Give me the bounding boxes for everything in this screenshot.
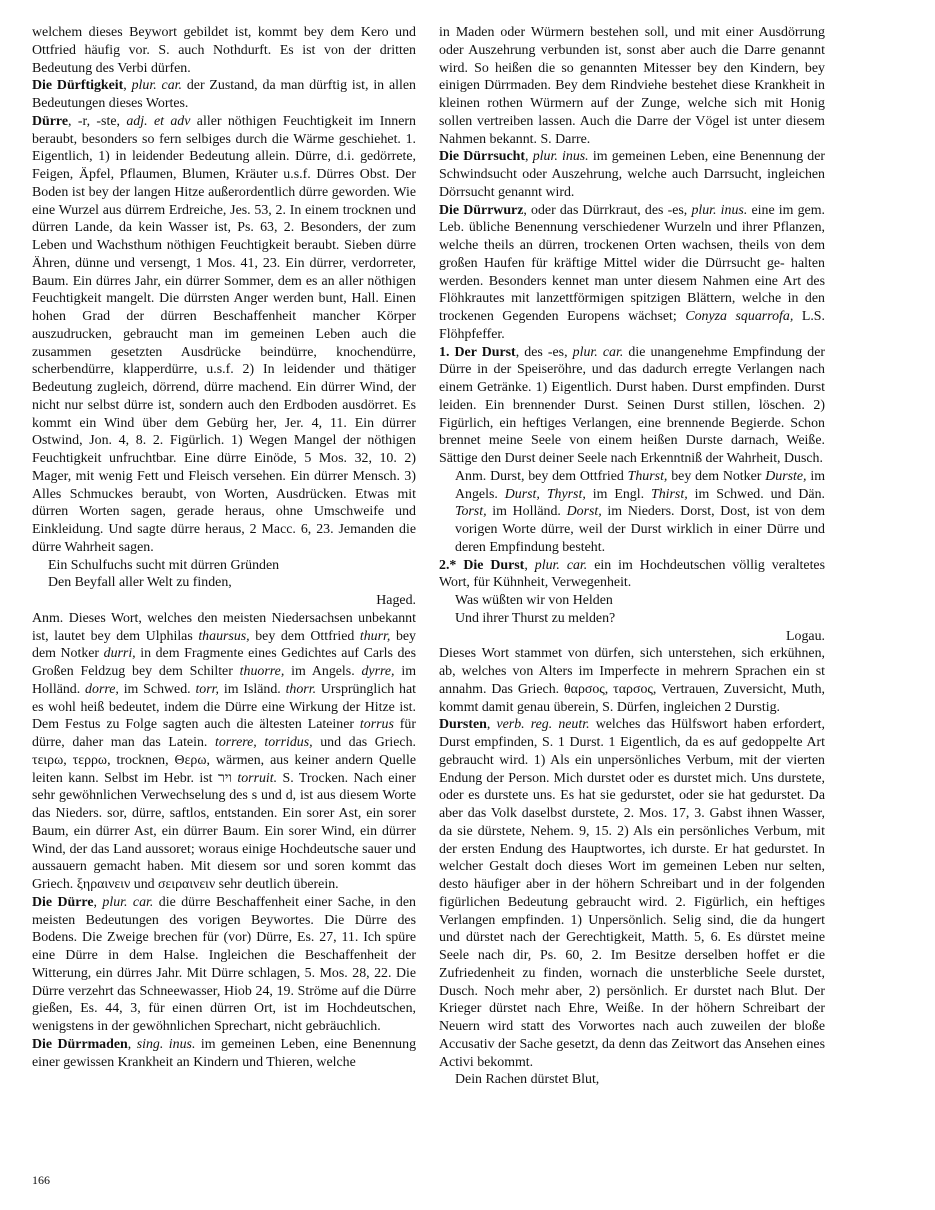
headword: Die Dürrwurz bbox=[439, 202, 524, 218]
etymology-note: Anm. Dieses Wort, welches den meisten Niedersachsen unbekannt ist, lautet bey dem Ulphilas thaursus, bey dem Ottfried thurr, bey dem Notker durri, in dem Fragmente eines Gedichtes auf Carls des Großen Feldzug bey dem Schilter thuorre, im Angels. dyrre, im Holländ. dorre, im Schwed. torr, im Isländ. thorr. Ursprünglich hat es wohl heiß bedeutet, indem die Dürre eine Wirkung der Hitze ist. Dem Festus zu Folge sagten auch die ältesten Lateiner torrus für dürre, daher man das Latein. torrere, torridus, und das Griech. τειρω, τερρω, trocknen, Θερω, wärmen, aus keiner andern Quelle leiten kann. Selbst im Hebr. ist ויר torruit. S. Trocken. Nach einer sehr gewöhnlichen Verwechselung des s und d, ist aus diesem Worte das Nieders. sor, dürre, saftlos, entstanden. Ein sorer Ast, ein sorer Baum, ein dürrer Ast, ein dürrer Baum. Ein sorer Wind, ein dürrer Wind, der das Land aussoret; woraus einige Hochdeutsche sauer und aussauern gemacht haben. Mit diesem sor und soren kommt das Griech. ξηραινειν und σειραινειν sehr deutlich überein. bbox=[32, 610, 417, 892]
headword: Dursten bbox=[439, 717, 487, 733]
entry-durst: 1. Der Durst, des -es, plur. car. die unangenehme Empfindung der Dürre in der Speiseröhre, und das dadurch erregte Verlangen nach einem Getränke. 1) Eigentlich. Durst haben. Durst empfinden. Durst leiden. Ein brennender Durst. Seinen Durst stillen, löschen. 2) Figürlich, ein heftiges Verlangen, eine brennende Begierde. Schon brennet meine Seele von einem heißen Durste darnach, Weiße. Sättige den Durst deiner Seele nach Erkenntniß der Wahrheit, Dusch. bbox=[439, 344, 825, 466]
verse-line: Was wüßten wir von Helden bbox=[455, 593, 613, 608]
entry-duerftigkeit: Die Dürftigkeit, plur. car. der Zustand, da man dürftig ist, in allen Bedeutungen dieses Wortes. bbox=[32, 78, 416, 111]
grammar-label: sing. inus. bbox=[136, 1036, 196, 1052]
headword: 1. Der Durst bbox=[439, 344, 516, 360]
page-number: 166 bbox=[32, 1173, 50, 1187]
headword: Die Dürrsucht bbox=[439, 149, 526, 165]
grammar-label: adj. et adv bbox=[126, 113, 191, 129]
verse-line: Dein Rachen dürstet Blut, bbox=[455, 1072, 600, 1088]
headword: Die Dürre bbox=[32, 894, 94, 910]
entry-duerrwurz: Die Dürrwurz, oder das Dürrkraut, des -es, plur. inus. eine im gem. Leb. übliche Benennung verschiedener Wurzeln und ihrer Pflanzen, welche theils an dürren, trockenen Orten wachsen, theils von dem großen Haufen für kräftige Mittel wider die Dürrsucht ge- halten werden. Besonders kennet man unter diesem Nahmen eine Art des Flöhkrautes mit lanzettförmigen spitzigen Blättern, welche in den trockenen Gegenden Europens wächset; Conyza squarrofa, L.S. Flöhpfeffer. bbox=[439, 202, 825, 342]
grammar-label: plur. car. bbox=[534, 557, 588, 573]
headword: Dürre bbox=[32, 113, 69, 129]
entry-duerrsucht: Die Dürrsucht, plur. inus. im gemeinen Leben, eine Benennung der Schwindsucht oder Auszehrung, welche auch Darrsucht, ingleichen Dörrsucht genannt wird. bbox=[439, 149, 825, 200]
etymology-note: Anm. Durst, bey dem Ottfried Thurst, bey dem Notker Durste, im Angels. Durst, Thyrst, im Engl. Thirst, im Schwed. und Dän. Torst, im Holländ. Dorst, im Nieders. Dorst, Dost, ist von dem vorigen Worte dürre, weil der Durst wirklich in einer Dürre und deren Empfindung besteht. bbox=[455, 468, 826, 555]
grammar-label: plur. inus. bbox=[691, 202, 748, 218]
entry-duerre-adj: Dürre, -r, -ste, adj. et adv aller nöthigen Feuchtigkeit im Innern beraubt, besonders so fern selbiges durch die Wärme geschiehet. 1. Eigentlich, 1) in leidender Bedeutung allein. Dürre, d.i. gedörrete, Feigen, Äpfel, Pflaumen, Blumen, Kräuter u.s.f. Dürres Obst. Der Boden ist bey der langen Hitze außerordentlich dürre geworden. Wie eine Wurzel aus dürrem Erdreiche, Jes. 53, 2. In einem trocknen und dürren Lande, da kein Wasser ist, Ps. 63, 2. Besonders, der zum Leben und Wachsthum nöthigen Feuchtigkeit beraubt. Sieben dürre Ähren, dünne und versengt, 1 Mos. 41, 23. Ein dürrer, verdorreter, Baum. Ein dürres Jahr, ein dürrer Sommer, dem es an aller nöthigen Feuchtigkeit mangelt. Die dürrsten Anger werden bunt, Hall. Einen hohen Grad der dürren Beschaffenheit mancher Körper auszudrucken, gebraucht man im gemeinen Leben auch die zusammen gesetzten Ausdrücke beindürre, knochendürre, scherbendürre, klapperdürre, u.s.f. 2) In leidender und thätiger Bedeutung zugleich, dörrend, dürre machend. Ein dürrer Wind, der nicht nur selbst dürre ist, sondern auch den Erdboden ausdörret. Es kommt ein Wind über dem Gebürg her, Jer. 4, 11. Ein dürrer Ostwind, Jon. 4, 8. 2. Figürlich. 1) Wegen Mangel der nöthigen Feuchtigkeit unfruchtbar. Eine dürre Einöde, 5 Mos. 32, 10. 2) Mager, mit wenig Fett und Fleisch versehen. Ein dürrer Mensch. 3) Alles Schmuckes beraubt, von Worten, Ausdrücken. Etwas mit dürren Worten sagen, gerade heraus, ohne Umschweife und Einkleidung. Und sagte dürre heraus, 2 Macc. 6, 23. Jemanden die dürre Wahrheit sagen. bbox=[32, 113, 416, 555]
grammar-label: plur. car. bbox=[572, 344, 624, 360]
grammar-label: plur. inus. bbox=[532, 149, 589, 165]
verse-attribution: Haged. bbox=[376, 593, 416, 608]
grammar-label: verb. reg. neutr. bbox=[496, 717, 590, 733]
left-column bbox=[32, 24, 416, 1071]
headword: Die Dürrmaden bbox=[32, 1036, 128, 1052]
entry-dursten: Dursten, verb. reg. neutr. welches das Hülfswort haben erfordert, Durst empfinden, S. 1 Durst. 1 Eigentlich, da es auf gedoppelte Art gebraucht wird. 1) Als ein unpersönliches Verbum, mit der vierten Endung der Person. Mich durstet oder es durstet mich. Uns durstete, oder es durstete uns. Es hat sie gedurstet, oder sie hat gedurstet. Da aber das Volk daselbst durstete, 2. Mos. 17, 3. Gabst ihnen Wasser, da sie dürstete, Nehem. 9, 15. 2) Als ein persönliches Verbum, mit der ersten Endung des Hauptwortes, ich durste. Er hat gedurstet. In welcher Gestalt doch dieses Wort im gemeinen Leben nur selten, desto häufiger aber in der höhern Schreibart und in der folgenden figürlichen Bedeutung gebraucht wird. 2. Figürlich, ein heftiges Verlangen empfinden. 1) Unpersönlich. Selig sind, die da hungert und dürstet nach der Gerechtigkeit, Matth. 5, 6. Es dürstet meine Seele nach dir, Ps. 60, 2. Im Besitze derselben hoffet er die Zufriedenheit zu finden, wornach die unsterbliche Seele durstet, Dusch. Noch mehr aber, 2) persönlich. Er durstet nach Blut. Der Krieger dürstet nach Ehre, Weiße. In der höhern Schreibart der Neuern wird statt des Vorwortes nach auch zuweilen der bloße Accusativ der Sache gesetzt, da denn das Zeitwort das Ansehen eines Activi bekommt. bbox=[439, 717, 825, 1070]
entry-duerrmaden: Die Dürrmaden, sing. inus. im gemeinen Leben, eine Benennung einer gewissen Krankheit an Kindern und Thieren, welche bbox=[32, 1036, 417, 1070]
grammar-label: plur. car. bbox=[131, 78, 182, 94]
headword: Die Dürftigkeit bbox=[32, 78, 124, 94]
grammar-label: plur. car. bbox=[102, 894, 154, 910]
right-column bbox=[439, 24, 825, 1089]
entry-continuation: welchem dieses Beywort gebildet ist, kommt bey dem Kero und Ottfried häufig vor. S. auch Nothdurft. Es ist von der dritten Bedeutung des Verbi dürfen. bbox=[32, 25, 416, 76]
verse-line: Und ihrer Thurst zu melden? bbox=[455, 610, 616, 626]
entry-die-duerre: Die Dürre, plur. car. die dürre Beschaffenheit einer Sache, in den meisten Bedeutungen des vorigen Beywortes. Die Dürre des Bodens. Die Zweige brechen für (vor) Dürre, Es. 27, 11. Ich spüre eine Dürre in dem Halse. Ingleichen die Beschaffenheit der Witterung, ein dürres Jahr. Mit Dürre schlagen, 5. Mos. 28, 22. Die Dürre verzehrt das Schneewasser, Hiob 24, 19. Ströme auf die Dürre gießen, Es. 44, 3, für einen dürren Ort, ist im Hochdeutschen, wenigstens in der gewöhnlichen Sprechart, nicht gebräuchlich. bbox=[32, 894, 416, 1034]
entry-continuation: in Maden oder Würmern bestehen soll, und mit einer Ausdörrung oder Auszehrung verbunden ist, sonst aber auch die Darre genannt wird. So heißen die so genannten Mitesser bey den Kindern, bey einigen Dürrmaden. Bey dem Rindviehe bestehet diese Krankheit in kleinen rothen Würmern auf der Zunge, welche sich mit Honig sollen vertreiben lassen. Auch die Darre der Vögel ist unter diesem Nahmen bekannt. S. Darre. bbox=[439, 25, 825, 147]
verse-line: Ein Schulfuchs sucht mit dürren Gründen bbox=[48, 557, 280, 573]
verse-attribution: Logau. bbox=[786, 628, 825, 644]
headword: 2.* Die Durst bbox=[439, 557, 525, 573]
etymology-paragraph: Dieses Wort stammet von dürfen, sich unterstehen, sich erkühnen, ab, welches von Alters im Imperfecte in mehrern Sprachen ein st annahm. Das Griech. θαρσος, ταρσος, Vertrauen, Zuversicht, Muth, kommt damit genau überein, S. Dürfen, ingleichen 2 Durstig. bbox=[439, 646, 825, 715]
entry-die-durst: 2.* Die Durst, plur. car. ein im Hochdeutschen völlig veraltetes Wort, für Kühnheit, Verwegenheit. bbox=[439, 557, 826, 591]
verse-line: Den Beyfall aller Welt zu finden, bbox=[48, 575, 232, 591]
